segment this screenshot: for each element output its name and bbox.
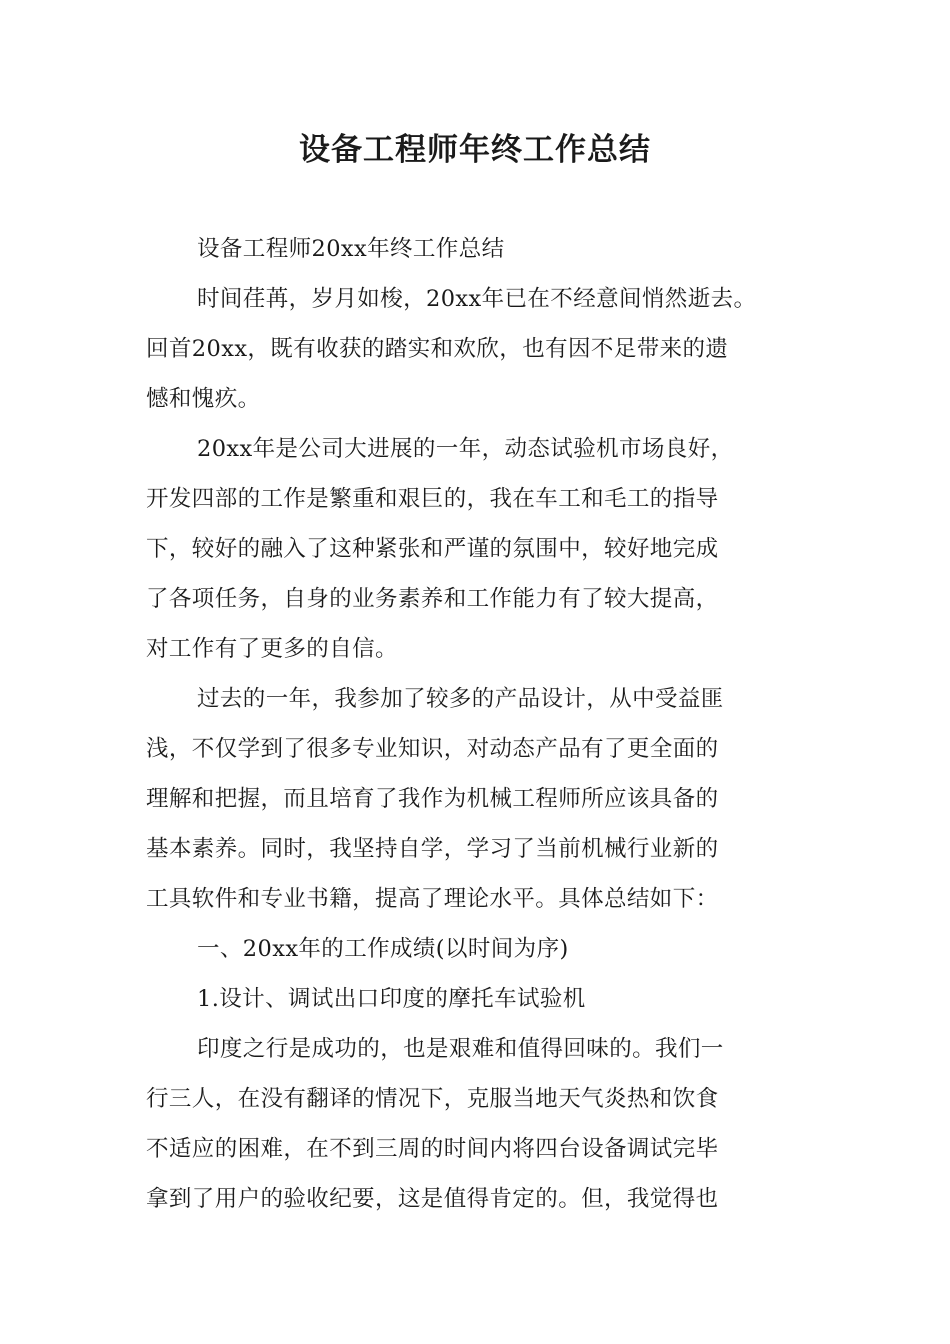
text-line: 设备工程师20xx年终工作总结: [197, 236, 505, 262]
text-line: 行三人，在没有翻译的情况下，克服当地天气炎热和饮食: [146, 1086, 719, 1112]
text-line: 拿到了用户的验收纪要，这是值得肯定的。但，我觉得也: [146, 1186, 719, 1212]
text-line: 不适应的困难，在不到三周的时间内将四台设备调试完毕: [146, 1136, 719, 1162]
text-line: 憾和愧疚。: [146, 386, 261, 412]
text-line: 印度之行是成功的，也是艰难和值得回味的。我们一: [197, 1036, 724, 1062]
document-body: [146, 224, 821, 1224]
text-line: 理解和把握，而且培育了我作为机械工程师所应该具备的: [146, 786, 719, 812]
text-line: 对工作有了更多的自信。: [146, 636, 398, 662]
text-line: 工具软件和专业书籍，提高了理论水平。具体总结如下：: [146, 886, 719, 912]
text-line: 回首20xx，既有收获的踏实和欢欣，也有因不足带来的遗: [146, 336, 729, 362]
text-line: 20xx年是公司大进展的一年，动态试验机市场良好，: [197, 436, 734, 462]
text-line: 1.设计、调试出口印度的摩托车试验机: [197, 986, 586, 1012]
text-line: 了各项任务，自身的业务素养和工作能力有了较大提高，: [146, 586, 719, 612]
text-line: 下，较好的融入了这种紧张和严谨的氛围中，较好地完成: [146, 536, 719, 562]
text-line: 一、20xx年的工作成绩(以时间为序): [197, 936, 569, 962]
text-line: 浅，不仅学到了很多专业知识，对动态产品有了更全面的: [146, 736, 719, 762]
text-line: 开发四部的工作是繁重和艰巨的，我在车工和毛工的指导: [146, 486, 719, 512]
text-line: 基本素养。同时，我坚持自学，学习了当前机械行业新的: [146, 836, 719, 862]
text-line: 过去的一年，我参加了较多的产品设计，从中受益匪: [197, 686, 724, 712]
document-title: 设备工程师年终工作总结: [299, 132, 651, 168]
text-line: 时间荏苒，岁月如梭，20xx年已在不经意间悄然逝去。: [197, 286, 757, 312]
